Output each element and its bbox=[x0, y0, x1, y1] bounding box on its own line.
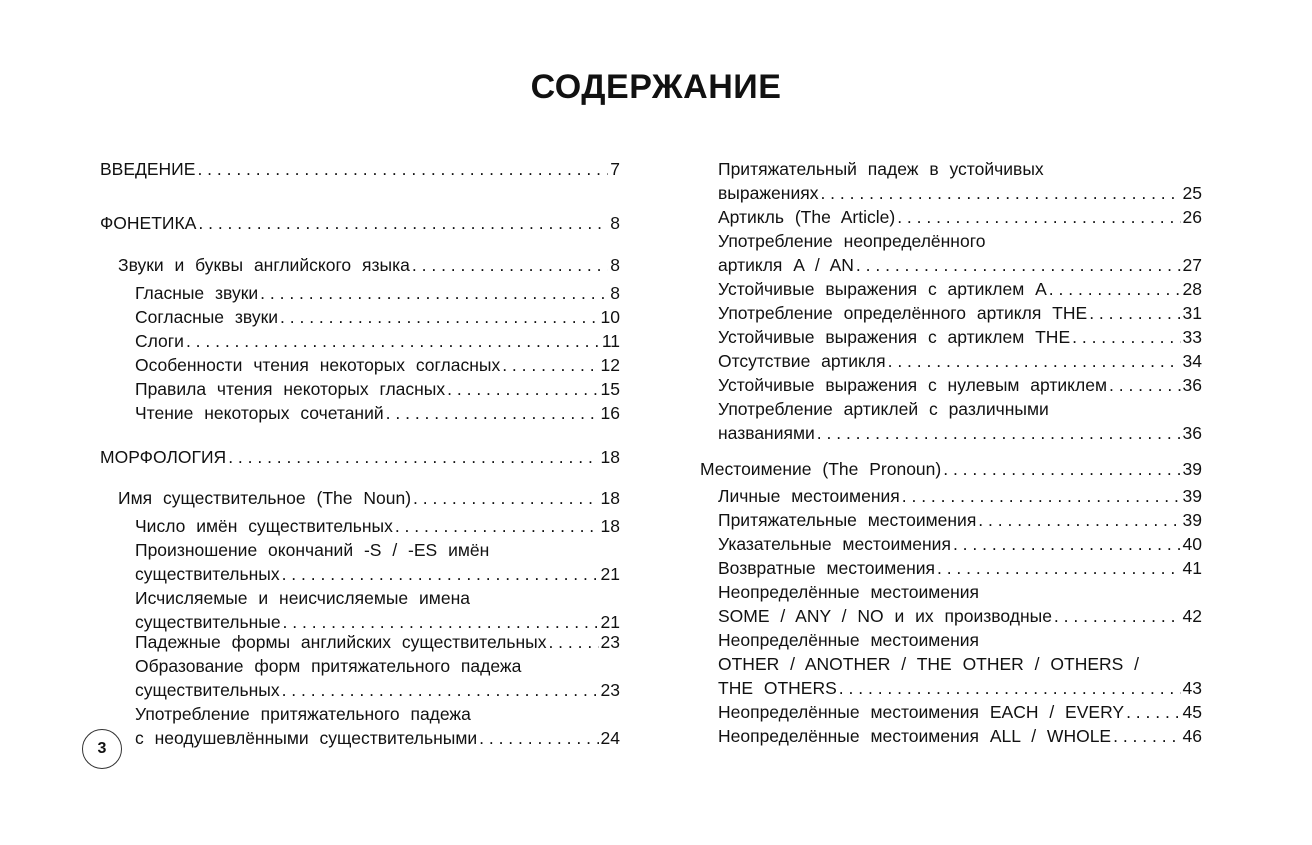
toc-leader-dots bbox=[1054, 604, 1181, 628]
toc-page-number: 12 bbox=[600, 355, 620, 375]
toc-page-number: 21 bbox=[600, 612, 620, 632]
toc-page-number: 28 bbox=[1182, 279, 1202, 299]
toc-entry-title: Местоимение (The Pronoun) bbox=[700, 459, 942, 479]
toc-entry bbox=[718, 205, 1202, 229]
toc-leader-dots bbox=[395, 514, 599, 538]
toc-page-number: 36 bbox=[1182, 375, 1202, 395]
toc-leader-dots bbox=[548, 630, 598, 654]
toc-entry-title: Согласные звуки bbox=[135, 307, 279, 327]
toc-entry bbox=[718, 349, 1202, 373]
toc-entry-title: Указательные местоимения bbox=[718, 534, 951, 554]
toc-leader-dots bbox=[197, 157, 608, 181]
toc-entry bbox=[718, 301, 1202, 325]
toc-entry bbox=[718, 397, 1202, 445]
toc-entry bbox=[100, 211, 620, 235]
toc-page-number: 36 bbox=[1182, 423, 1202, 443]
toc-entry-title: Устойчивые выражения с нулевым артиклем bbox=[718, 375, 1107, 395]
toc-entry-title: существительных bbox=[135, 680, 280, 700]
toc-entry bbox=[135, 329, 620, 353]
toc-leader-dots bbox=[280, 305, 599, 329]
toc-entry bbox=[135, 538, 620, 586]
toc-entry-title: с неодушевлёнными существительными bbox=[135, 728, 478, 748]
toc-page-number: 15 bbox=[600, 379, 620, 399]
toc-entry bbox=[135, 514, 620, 538]
toc-entry bbox=[718, 508, 1202, 532]
toc-entry-title: названиями bbox=[718, 423, 815, 443]
toc-entry-title: ФОНЕТИКА bbox=[100, 213, 197, 233]
toc-leader-dots bbox=[817, 421, 1181, 445]
toc-leader-dots bbox=[897, 205, 1180, 229]
toc-page-number: 39 bbox=[1182, 459, 1202, 479]
toc-entry bbox=[100, 445, 620, 469]
toc-entry-title: ВВЕДЕНИЕ bbox=[100, 159, 196, 179]
toc-leader-dots bbox=[888, 349, 1181, 373]
toc-entry-title: SOME / ANY / NO и их производные bbox=[718, 606, 1052, 626]
toc-entry-title: Произношение окончаний -S / -ES имён bbox=[135, 540, 490, 560]
toc-entry-title: выражениях bbox=[718, 183, 819, 203]
toc-page-number: 8 bbox=[610, 213, 620, 233]
toc-entry bbox=[718, 556, 1202, 580]
toc-leader-dots bbox=[820, 181, 1180, 205]
toc-leader-dots bbox=[198, 211, 608, 235]
toc-leader-dots bbox=[1089, 301, 1180, 325]
toc-leader-dots bbox=[953, 532, 1181, 556]
toc-leader-dots bbox=[260, 281, 608, 305]
toc-entry bbox=[700, 457, 1202, 481]
toc-page-number: 25 bbox=[1182, 183, 1202, 203]
toc-entry-title: Число имён существительных bbox=[135, 516, 393, 536]
toc-entry bbox=[718, 532, 1202, 556]
toc-leader-dots bbox=[228, 445, 598, 469]
toc-entry-title: Особенности чтения некоторых согласных bbox=[135, 355, 501, 375]
toc-entry-title: THE OTHERS bbox=[718, 678, 837, 698]
toc-entry-title: Образование форм притяжательного падежа bbox=[135, 656, 522, 676]
toc-entry-title: Устойчивые выражения с артиклем THE bbox=[718, 327, 1071, 347]
toc-leader-dots bbox=[282, 678, 599, 702]
toc-entry bbox=[135, 353, 620, 377]
toc-leader-dots bbox=[282, 562, 599, 586]
toc-leader-dots bbox=[1126, 700, 1180, 724]
toc-page-number: 7 bbox=[610, 159, 620, 179]
toc-leader-dots bbox=[479, 726, 598, 750]
toc-entry-title: Употребление притяжательного падежа bbox=[135, 704, 471, 724]
toc-entry bbox=[118, 486, 620, 510]
toc-page-number: 41 bbox=[1182, 558, 1202, 578]
toc-page-number: 31 bbox=[1182, 303, 1202, 323]
toc-entry-title: Неопределённые местоимения ALL / WHOLE bbox=[718, 726, 1112, 746]
toc-entry-title: существительных bbox=[135, 564, 280, 584]
toc-leader-dots bbox=[502, 353, 598, 377]
toc-page-number: 23 bbox=[600, 632, 620, 652]
toc-entry-title: Употребление артиклей с различными bbox=[718, 399, 1049, 419]
toc-page-number: 18 bbox=[600, 447, 620, 467]
toc-entry bbox=[718, 700, 1202, 724]
toc-entry-title: Падежные формы английских существительных bbox=[135, 632, 547, 652]
toc-entry bbox=[135, 586, 620, 634]
toc-entry bbox=[718, 580, 1202, 628]
toc-entry bbox=[718, 373, 1202, 397]
toc-leader-dots bbox=[937, 556, 1181, 580]
toc-leader-dots bbox=[943, 457, 1180, 481]
toc-entry-title: Употребление неопределённого bbox=[718, 231, 986, 251]
toc-page-number: 24 bbox=[600, 728, 620, 748]
toc-leader-dots bbox=[186, 329, 600, 353]
toc-leader-dots bbox=[1113, 724, 1180, 748]
toc-entry bbox=[135, 401, 620, 425]
toc-entry-title: Слоги bbox=[135, 331, 184, 351]
toc-entry-title: Неопределённые местоимения EACH / EVERY bbox=[718, 702, 1125, 722]
toc-page-number: 39 bbox=[1182, 486, 1202, 506]
toc-entry-title: Неопределённые местоимения bbox=[718, 582, 979, 602]
toc-entry bbox=[118, 253, 620, 277]
toc-entry-title: Притяжательные местоимения bbox=[718, 510, 977, 530]
toc-leader-dots bbox=[1049, 277, 1181, 301]
toc-entry-title: Неопределённые местоимения bbox=[718, 630, 979, 650]
toc-leader-dots bbox=[413, 486, 599, 510]
toc-entry-title: Чтение некоторых сочетаний bbox=[135, 403, 384, 423]
toc-leader-dots bbox=[1109, 373, 1181, 397]
toc-entry-title: Исчисляемые и неисчисляемые имена bbox=[135, 588, 470, 608]
toc-page-number: 39 bbox=[1182, 510, 1202, 530]
toc-entry-title: Притяжательный падеж в устойчивых bbox=[718, 159, 1044, 179]
toc-entry-title: OTHER / ANOTHER / THE OTHER / OTHERS / bbox=[718, 654, 1140, 674]
toc-page-number: 33 bbox=[1182, 327, 1202, 347]
toc-entry bbox=[135, 377, 620, 401]
toc-entry bbox=[718, 325, 1202, 349]
toc-entry-title: Артикль (The Article) bbox=[718, 207, 896, 227]
toc-entry bbox=[135, 281, 620, 305]
toc-entry bbox=[135, 630, 620, 654]
toc-entry bbox=[718, 628, 1202, 700]
toc-page-number: 8 bbox=[610, 255, 620, 275]
toc-leader-dots bbox=[856, 253, 1181, 277]
toc-page-number: 11 bbox=[601, 331, 620, 351]
toc-page-number: 18 bbox=[600, 516, 620, 536]
toc-leader-dots bbox=[839, 676, 1181, 700]
toc-entry bbox=[135, 702, 620, 750]
toc-page-number: 21 bbox=[600, 564, 620, 584]
toc-page-number: 43 bbox=[1182, 678, 1202, 698]
toc-leader-dots bbox=[978, 508, 1180, 532]
toc-entry-title: Употребление определённого артикля THE bbox=[718, 303, 1088, 323]
toc-entry-title: Гласные звуки bbox=[135, 283, 259, 303]
toc-page-number: 16 bbox=[600, 403, 620, 423]
toc-entry-title: Возвратные местоимения bbox=[718, 558, 935, 578]
toc-entry-title: Имя существительное (The Noun) bbox=[118, 488, 412, 508]
toc-page-number: 8 bbox=[610, 283, 620, 303]
toc-page-number: 18 bbox=[600, 488, 620, 508]
page-number-badge: 3 bbox=[82, 729, 122, 769]
toc-page-number: 34 bbox=[1182, 351, 1202, 371]
toc-leader-dots bbox=[447, 377, 598, 401]
toc-entry bbox=[718, 229, 1202, 277]
toc-page-number: 46 bbox=[1182, 726, 1202, 746]
toc-entry bbox=[135, 305, 620, 329]
toc-entry-title: артикля A / AN bbox=[718, 255, 854, 275]
toc-entry bbox=[718, 484, 1202, 508]
toc-entry-title: Личные местоимения bbox=[718, 486, 900, 506]
toc-page-number: 40 bbox=[1182, 534, 1202, 554]
toc-leader-dots bbox=[1072, 325, 1180, 349]
toc-entry-title: Отсутствие артикля bbox=[718, 351, 886, 371]
toc-entry bbox=[100, 157, 620, 181]
toc-page-number: 26 bbox=[1182, 207, 1202, 227]
toc-entry-title: Звуки и буквы английского языка bbox=[118, 255, 410, 275]
toc-page-number: 27 bbox=[1182, 255, 1202, 275]
toc-leader-dots bbox=[902, 484, 1181, 508]
toc-leader-dots bbox=[412, 253, 608, 277]
toc-entry bbox=[718, 724, 1202, 748]
toc-entry-title: Правила чтения некоторых гласных bbox=[135, 379, 446, 399]
toc-entry bbox=[135, 654, 620, 702]
page-title: СОДЕРЖАНИЕ bbox=[530, 68, 782, 106]
toc-page-number: 23 bbox=[600, 680, 620, 700]
toc-entry bbox=[718, 157, 1202, 205]
toc-entry-title: Устойчивые выражения с артиклем A bbox=[718, 279, 1047, 299]
toc-page-number: 42 bbox=[1182, 606, 1202, 626]
toc-entry-title: существительные bbox=[135, 612, 281, 632]
toc-leader-dots bbox=[386, 401, 599, 425]
toc-page-number: 10 bbox=[600, 307, 620, 327]
toc-page-number: 45 bbox=[1182, 702, 1202, 722]
toc-entry-title: МОРФОЛОГИЯ bbox=[100, 447, 227, 467]
toc-entry bbox=[718, 277, 1202, 301]
